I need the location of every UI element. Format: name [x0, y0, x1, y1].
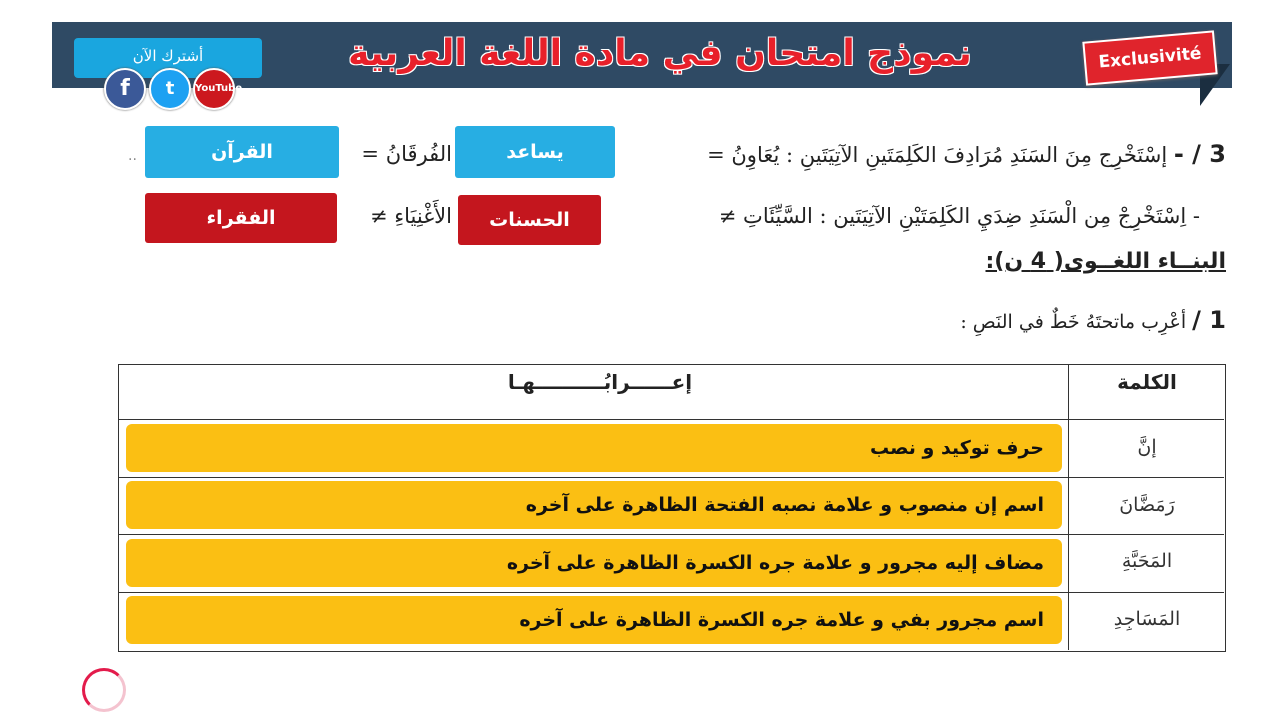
exclusivite-badge: Exclusivité: [1082, 30, 1217, 85]
twitter-icon[interactable]: t: [149, 68, 191, 110]
q1-line: [800, 302, 1226, 338]
youtube-icon[interactable]: YouTube: [193, 68, 235, 110]
table-row-parse: اسم مجرور بفي و علامة جره الكسرة الظاهرة على آخره: [126, 596, 1062, 644]
table-row-word: المَحَبَّةِ: [1121, 550, 1173, 572]
q3-middle: الفُرقَانُ =: [361, 142, 452, 166]
answer-synonym-2: القرآن: [145, 126, 339, 178]
page-title: نموذج امتحان في مادة اللغة العربية: [348, 33, 972, 74]
table-row-parse: اسم إن منصوب و علامة نصبه الفتحة الظاهرة على آخره: [126, 481, 1062, 529]
table-header-parse: إعــــــرابُــــــــــهـا: [507, 370, 693, 394]
table-row-word: إنَّ: [1137, 436, 1157, 458]
answer-synonym-1: يساعد: [455, 126, 615, 178]
loading-spinner-icon: [82, 668, 126, 712]
facebook-icon[interactable]: f: [104, 68, 146, 110]
table-row-parse: مضاف إليه مجرور و علامة جره الكسرة الظاهرة على آخره: [126, 539, 1062, 587]
q3-line1: [622, 134, 1226, 174]
q1-text: أعْرِب ماتحتَهُ خَطٌ في النَصِ :: [960, 311, 1187, 333]
subscribe-button[interactable]: أشترك الآن: [74, 38, 262, 78]
answer-antonym-1: الحسنات: [458, 195, 601, 245]
dots: ..: [128, 148, 137, 164]
table-header-divider: [118, 419, 1224, 420]
table-row-word: رَمَضَّانَ: [1119, 494, 1175, 516]
q3-line2-middle: الأَغْنِيَاءِ ≠: [369, 204, 452, 228]
q1-number: 1 /: [1192, 306, 1226, 334]
section-title: البنــاء اللغــوى( 4 ن):: [985, 249, 1226, 274]
q3-number: 3 / -: [1173, 140, 1226, 168]
table-row-word: المَسَاجِدِ: [1113, 608, 1181, 630]
q3-line2: - اِسْتَخْرِجْ مِن الْسَنَدِ ضِدَيِ الكَلِمَتَيْنِ الآتِيَتَين : السَّيِّئَاتِ ≠: [718, 204, 1200, 228]
table-row-divider: [118, 534, 1224, 535]
table-row-divider: [118, 592, 1224, 593]
answer-antonym-2: الفقراء: [145, 193, 337, 243]
q3-text: إسْتَخْرِج مِنَ السَنَدِ مُرَادِفَ الكَلِمَتَينِ الآتِيَتَينِ : يُعَاوِنُ =: [707, 143, 1168, 167]
table-header-word: الكلمة: [1117, 370, 1177, 394]
table-row-divider: [118, 477, 1224, 478]
table-row-parse: حرف توكيد و نصب: [126, 424, 1062, 472]
table-column-divider: [1068, 364, 1069, 650]
